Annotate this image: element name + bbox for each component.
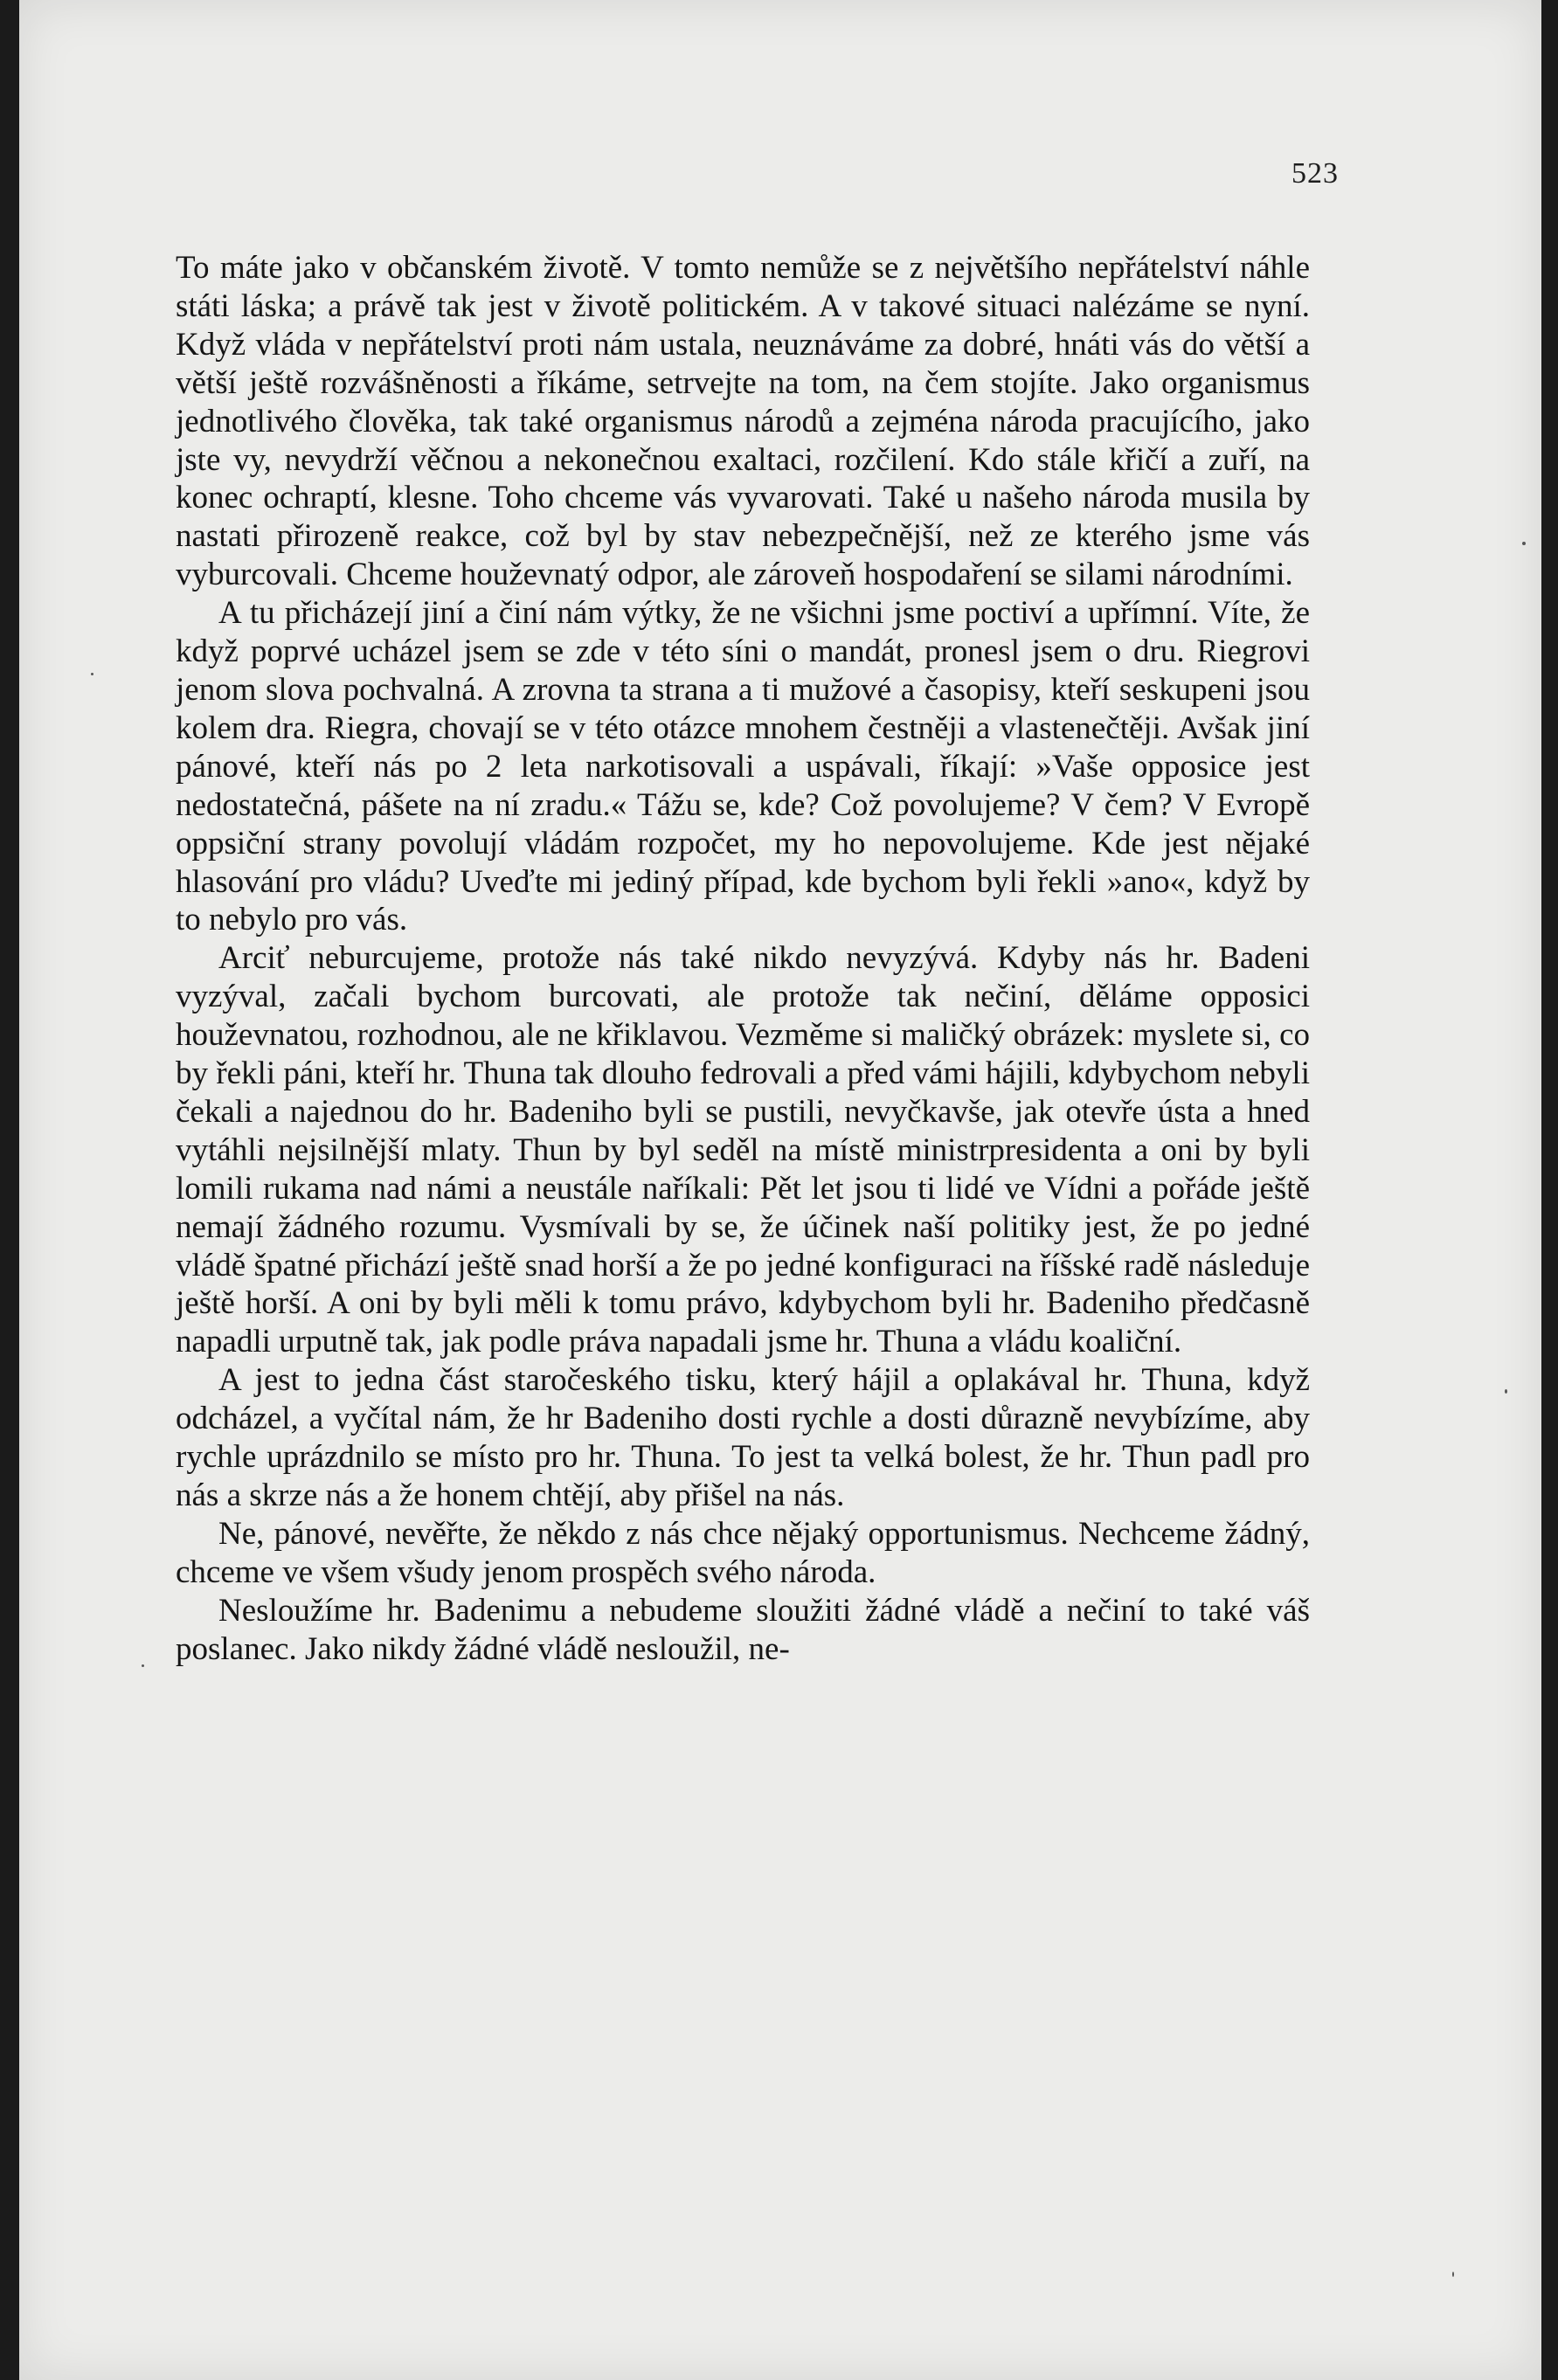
paragraph: A tu přicházejí jiní a činí nám výtky, že ne všichni jsme poctiví a upřímní. Víte, že když poprvé ucházel jsem se zde v této síni o mandát, pronesl jsem o dru. Riegrovi jenom slova pochvalná. A zrovna ta strana a ti mužové a časopisy, kteří seskupeni jsou kolem dra. Riegra, chovají se v této otázce mnohem čestněji a vlastenečtěji. Avšak jiní pánové, kteří nás po 2 leta narkotisovali a uspávali, říkají: »Vaše opposice jest nedostatečná, pášete na ní zradu.« Tážu se, kde? Což povolujeme? V čem? V Evropě oppsiční strany povolují vládám rozpočet, my ho nepovolujeme. Kde jest nějaké hlasování pro vládu? Uveďte mi jediný případ, kde bychom byli řekli »ano«, když by to nebylo pro vás. (176, 595, 1310, 938)
scan-speck (91, 673, 93, 675)
paragraph: A jest to jedna část staročeského tisku, který hájil a oplakával hr. Thuna, když odcházel, a vyčítal nám, že hr Badeniho dosti rychle a dosti důrazně nevybízíme, aby rychle uprázdnilo se místo pro hr. Thuna. To jest ta velká bolest, že hr. Thun padl pro nás a skrze nás a že honem chtějí, aby přišel na nás. (176, 1362, 1310, 1513)
paragraph: To máte jako v občanském životě. V tomto nemůže se z největšího nepřátelství náhle státi láska; a právě tak jest v životě politickém. A v takové situaci nalézáme se nyní. Když vláda v nepřátelství proti nám ustala, neuznáváme za dobré, hnáti vás do větší a větší ještě rozvášněnosti a říkáme, setrvejte na tom, na čem stojíte. Jako organismus jednotlivého člověka, tak také organismus národů a zejména národa pracujícího, jako jste vy, nevydrží věčnou a nekonečnou exaltaci, rozčilení. Kdo stále křičí a zuří, na konec ochraptí, klesne. Toho chceme vás vyvarovati. Také u našeho národa musila by nastati přirozeně reakce, což byl by stav nebezpečnější, než ze kterého jsme vás vyburcovali. Chceme houževnatý odpor, ale zároveň hospodaření se silami národními. (176, 250, 1310, 593)
paragraph: Ne, pánové, nevěřte, že někdo z nás chce nějaký opportunismus. Nechceme žádný, chceme ve všem všudy jenom prospěch svého národa. (176, 1515, 1310, 1590)
scan-speck (1505, 1389, 1507, 1394)
page-number: 523 (1291, 157, 1339, 190)
paragraph: Arciť neburcujeme, protože nás také nikdo nevyzývá. Kdyby nás hr. Badeni vyzýval, začali bychom burcovati, ale protože tak nečiní, děláme opposici houževnatou, rozhodnou, ale ne křiklavou. Vezměme si maličký obrázek: myslete si, co by řekli páni, kteří hr. Thuna tak dlouho fedrovali a před vámi hájili, kdybychom nebyli čekali a najednou do hr. Badeniho byli se pustili, nevyčkavše, jak otevře ústa a hned vytáhli nejsilnější mlaty. Thun by byl seděl na místě ministrpresidenta a oni by byli lomili rukama nad námi a neustále naříkali: Pět let jsou ti lidé ve Vídni a pořáde ještě nemají žádného rozumu. Vysmívali by se, že účinek naší politiky jest, že po jedné vládě špatné přichází ještě snad horší a že po jedné konfiguraci na říšské radě následuje ještě horší. A oni by byli měli k tomu právo, kdybychom byli hr. Badeniho předčasně napadli urputně tak, jak podle práva napadali jsme hr. Thuna a vládu koaliční. (176, 940, 1310, 1360)
scan-speck (1452, 2272, 1454, 2277)
book-page (19, 0, 1541, 2380)
scan-speck (1522, 542, 1526, 545)
body-text (176, 249, 1310, 1669)
scan-speck (142, 1664, 144, 1667)
paragraph: Nesloužíme hr. Badenimu a nebudeme sloužiti žádné vládě a nečiní to také váš poslanec. Jako nikdy žádné vládě nesloužil, ne- (176, 1592, 1310, 1667)
